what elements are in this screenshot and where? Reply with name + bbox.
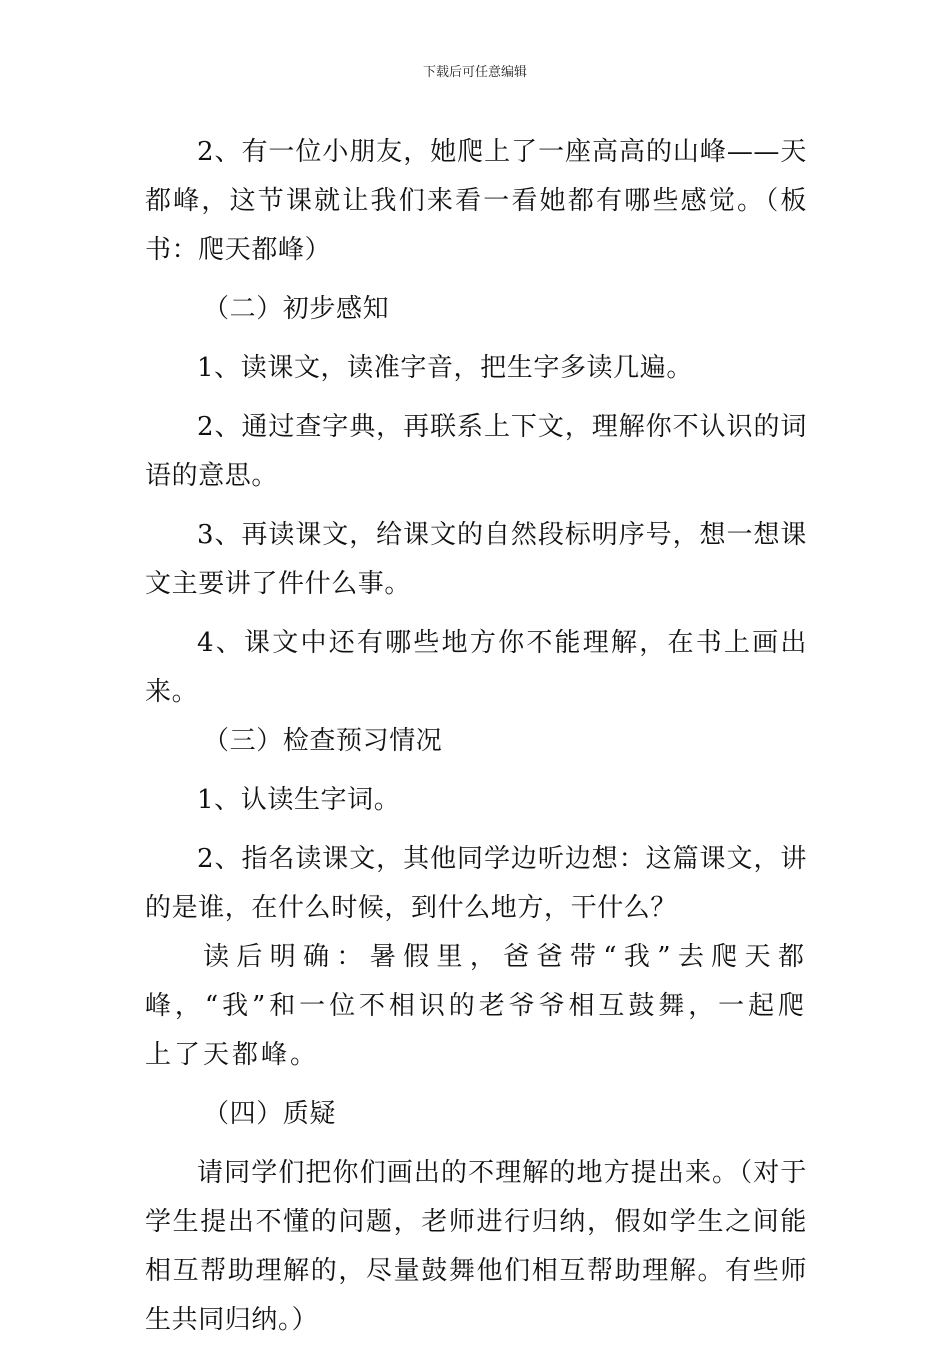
section-heading-3: （三）检查预习情况 <box>203 726 443 756</box>
paragraph-perception-item-1: 1、读课文，读准字音，把生字多读几遍。 <box>197 353 693 383</box>
paragraph-check-item-2: 2、指名读课文，其他同学边听边想：这篇课文，讲的是谁，在什么时候，到什么地方，干什么？ <box>145 844 807 923</box>
paragraph-check-item-1: 1、认读生字词。 <box>197 785 401 815</box>
paragraph-questions: 请同学们把你们画出的不理解的地方提出来。（对于学生提出不懂的问题，老师进行归纳，假如学生之间能相互帮助理解的，尽量鼓舞他们相互帮助理解。有些师生共同归纳。） <box>145 1158 807 1335</box>
paragraph-perception-item-3: 3、再读课文，给课文的自然段标明序号，想一想课文主要讲了件什么事。 <box>145 520 807 599</box>
paragraph-intro-item-2: 2、有一位小朋友，她爬上了一座高高的山峰——天都峰，这节课就让我们来看一看她都有哪些感觉。（板书：爬天都峰） <box>145 137 807 265</box>
document-body <box>145 128 807 1345</box>
page-header: 下载后可任意编辑 <box>422 65 527 80</box>
paragraph-perception-item-2: 2、通过查字典，再联系上下文，理解你不认识的词语的意思。 <box>145 412 807 491</box>
paragraph-perception-item-4: 4、课文中还有哪些地方你不能理解，在书上画出来。 <box>145 628 807 707</box>
paragraph-answer: 读后明确：暑假里，爸爸带“我”去爬天都峰，“我”和一位不相识的老爷爷相互鼓舞，一起爬上了天都峰。 <box>145 942 807 1070</box>
section-heading-4: （四）质疑 <box>203 1099 337 1129</box>
section-heading-2: （二）初步感知 <box>203 294 390 324</box>
